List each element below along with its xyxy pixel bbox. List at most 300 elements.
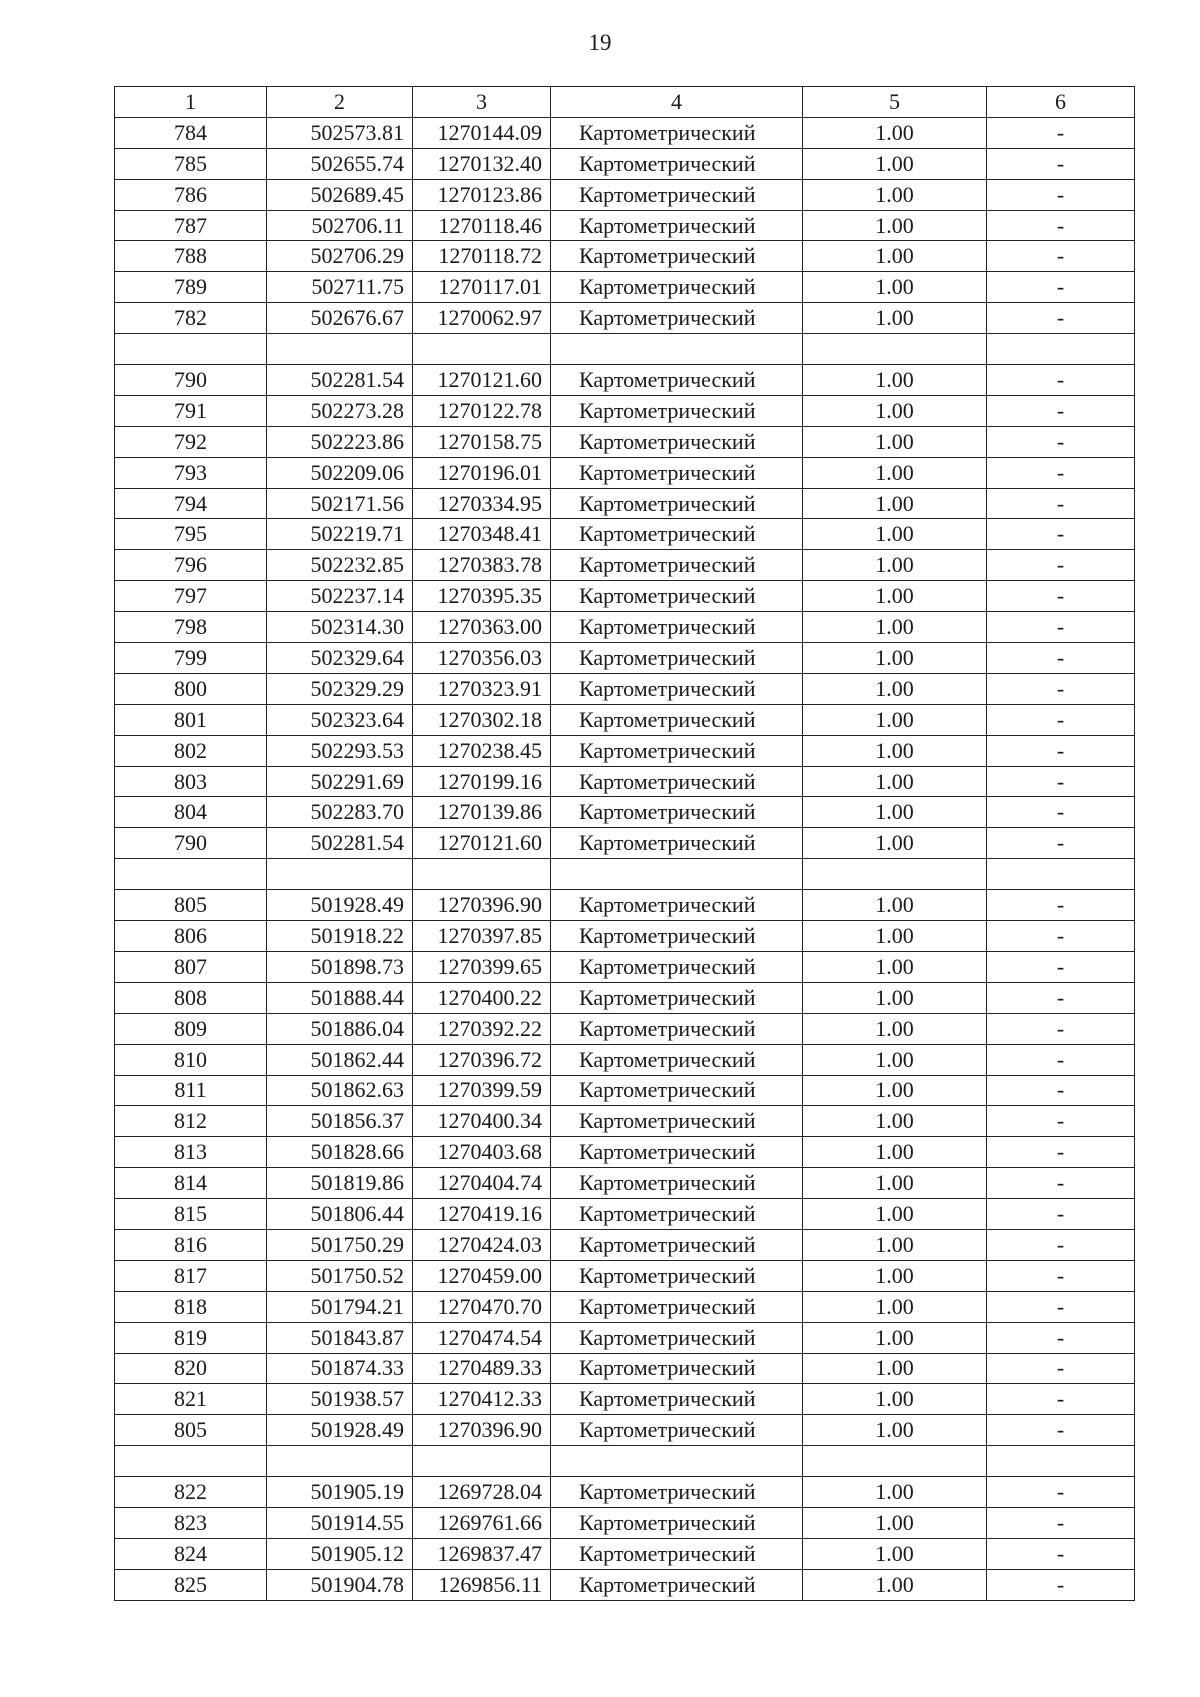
accuracy-cell: 1.00: [803, 1013, 987, 1044]
note-cell: -: [987, 673, 1135, 704]
table-row: [115, 828, 1135, 859]
table-row: [115, 210, 1135, 241]
y-coordinate-cell: 1270158.75: [413, 426, 551, 457]
note-cell: [987, 859, 1135, 890]
table-row: [115, 117, 1135, 148]
table-row: [115, 735, 1135, 766]
point-number-cell: 797: [115, 581, 267, 612]
x-coordinate-cell: 501928.49: [267, 1415, 413, 1446]
method-cell: Картометрический: [551, 890, 803, 921]
method-cell: Картометрический: [551, 1384, 803, 1415]
x-coordinate-cell: [267, 334, 413, 365]
table-row: [115, 1199, 1135, 1230]
table-row: [115, 982, 1135, 1013]
point-number-cell: 816: [115, 1229, 267, 1260]
method-cell: Картометрический: [551, 457, 803, 488]
y-coordinate-cell: 1270117.01: [413, 272, 551, 303]
method-cell: Картометрический: [551, 1229, 803, 1260]
method-cell: Картометрический: [551, 735, 803, 766]
accuracy-cell: [803, 334, 987, 365]
table-row: [115, 766, 1135, 797]
y-coordinate-cell: 1270334.95: [413, 488, 551, 519]
table-row: [115, 1137, 1135, 1168]
y-coordinate-cell: 1270396.90: [413, 1415, 551, 1446]
note-cell: -: [987, 1322, 1135, 1353]
accuracy-cell: 1.00: [803, 581, 987, 612]
method-cell: Картометрический: [551, 1137, 803, 1168]
table-row: [115, 1044, 1135, 1075]
method-cell: Картометрический: [551, 797, 803, 828]
method-cell: Картометрический: [551, 1507, 803, 1538]
note-cell: -: [987, 735, 1135, 766]
accuracy-cell: 1.00: [803, 1538, 987, 1569]
point-number-cell: 822: [115, 1477, 267, 1508]
y-coordinate-cell: 1270323.91: [413, 673, 551, 704]
y-coordinate-cell: 1270392.22: [413, 1013, 551, 1044]
note-cell: -: [987, 766, 1135, 797]
point-number-cell: 791: [115, 395, 267, 426]
y-coordinate-cell: 1270118.72: [413, 241, 551, 272]
point-number-cell: 814: [115, 1168, 267, 1199]
point-number-cell: [115, 1446, 267, 1477]
method-cell: Картометрический: [551, 1075, 803, 1106]
note-cell: -: [987, 488, 1135, 519]
x-coordinate-cell: 502291.69: [267, 766, 413, 797]
accuracy-cell: 1.00: [803, 1291, 987, 1322]
point-number-cell: 782: [115, 303, 267, 334]
y-coordinate-cell: 1270396.72: [413, 1044, 551, 1075]
note-cell: -: [987, 241, 1135, 272]
x-coordinate-cell: 502283.70: [267, 797, 413, 828]
accuracy-cell: [803, 1446, 987, 1477]
note-cell: -: [987, 1013, 1135, 1044]
y-coordinate-cell: 1270139.86: [413, 797, 551, 828]
point-number-cell: 810: [115, 1044, 267, 1075]
y-coordinate-cell: [413, 334, 551, 365]
note-cell: -: [987, 179, 1135, 210]
method-cell: Картометрический: [551, 1291, 803, 1322]
point-number-cell: 786: [115, 179, 267, 210]
y-coordinate-cell: 1270356.03: [413, 643, 551, 674]
y-coordinate-cell: 1270403.68: [413, 1137, 551, 1168]
method-cell: Картометрический: [551, 365, 803, 396]
note-cell: -: [987, 365, 1135, 396]
y-coordinate-cell: 1270424.03: [413, 1229, 551, 1260]
x-coordinate-cell: 501918.22: [267, 921, 413, 952]
table-row: [115, 303, 1135, 334]
note-cell: -: [987, 1044, 1135, 1075]
x-coordinate-cell: 502223.86: [267, 426, 413, 457]
note-cell: -: [987, 210, 1135, 241]
x-coordinate-cell: 501856.37: [267, 1106, 413, 1137]
table-row: [115, 1291, 1135, 1322]
y-coordinate-cell: 1270412.33: [413, 1384, 551, 1415]
y-coordinate-cell: 1270132.40: [413, 148, 551, 179]
method-cell: Картометрический: [551, 1106, 803, 1137]
x-coordinate-cell: 502689.45: [267, 179, 413, 210]
note-cell: -: [987, 951, 1135, 982]
method-cell: Картометрический: [551, 272, 803, 303]
accuracy-cell: 1.00: [803, 1322, 987, 1353]
y-coordinate-cell: 1270302.18: [413, 704, 551, 735]
point-number-cell: 806: [115, 921, 267, 952]
table-row: [115, 1415, 1135, 1446]
x-coordinate-cell: 502281.54: [267, 828, 413, 859]
accuracy-cell: 1.00: [803, 303, 987, 334]
x-coordinate-cell: 501886.04: [267, 1013, 413, 1044]
table-row: [115, 241, 1135, 272]
x-coordinate-cell: 502293.53: [267, 735, 413, 766]
accuracy-cell: 1.00: [803, 241, 987, 272]
accuracy-cell: 1.00: [803, 210, 987, 241]
method-cell: Картометрический: [551, 550, 803, 581]
note-cell: -: [987, 426, 1135, 457]
accuracy-cell: 1.00: [803, 1075, 987, 1106]
y-coordinate-cell: 1270399.65: [413, 951, 551, 982]
x-coordinate-cell: 501904.78: [267, 1569, 413, 1600]
note-cell: -: [987, 303, 1135, 334]
note-cell: [987, 1446, 1135, 1477]
accuracy-cell: [803, 859, 987, 890]
accuracy-cell: 1.00: [803, 1569, 987, 1600]
table-row: [115, 581, 1135, 612]
y-coordinate-cell: 1270397.85: [413, 921, 551, 952]
x-coordinate-cell: 502314.30: [267, 612, 413, 643]
table-row: [115, 179, 1135, 210]
x-coordinate-cell: 501914.55: [267, 1507, 413, 1538]
method-cell: Картометрический: [551, 1044, 803, 1075]
accuracy-cell: 1.00: [803, 890, 987, 921]
point-number-cell: 805: [115, 1415, 267, 1446]
x-coordinate-cell: 501794.21: [267, 1291, 413, 1322]
point-number-cell: 801: [115, 704, 267, 735]
point-number-cell: 820: [115, 1353, 267, 1384]
point-number-cell: 813: [115, 1137, 267, 1168]
x-coordinate-cell: 502209.06: [267, 457, 413, 488]
y-coordinate-cell: 1269728.04: [413, 1477, 551, 1508]
note-cell: -: [987, 1137, 1135, 1168]
note-cell: -: [987, 581, 1135, 612]
method-cell: Картометрический: [551, 704, 803, 735]
table-row: [115, 488, 1135, 519]
y-coordinate-cell: 1270396.90: [413, 890, 551, 921]
method-cell: Картометрический: [551, 1353, 803, 1384]
point-number-cell: [115, 334, 267, 365]
table-row: [115, 365, 1135, 396]
table-row: [115, 673, 1135, 704]
accuracy-cell: 1.00: [803, 1384, 987, 1415]
y-coordinate-cell: 1270395.35: [413, 581, 551, 612]
method-cell: Картометрический: [551, 1415, 803, 1446]
point-number-cell: 787: [115, 210, 267, 241]
x-coordinate-cell: 502232.85: [267, 550, 413, 581]
accuracy-cell: 1.00: [803, 704, 987, 735]
note-cell: -: [987, 921, 1135, 952]
table-row: [115, 951, 1135, 982]
table-row: [115, 550, 1135, 581]
accuracy-cell: 1.00: [803, 395, 987, 426]
note-cell: -: [987, 1569, 1135, 1600]
accuracy-cell: 1.00: [803, 272, 987, 303]
table-row: [115, 1260, 1135, 1291]
x-coordinate-cell: 502219.71: [267, 519, 413, 550]
table-row: [115, 797, 1135, 828]
accuracy-cell: 1.00: [803, 1106, 987, 1137]
x-coordinate-cell: 502273.28: [267, 395, 413, 426]
x-coordinate-cell: [267, 859, 413, 890]
table-row: [115, 426, 1135, 457]
method-cell: Картометрический: [551, 1013, 803, 1044]
x-coordinate-cell: 501888.44: [267, 982, 413, 1013]
table-separator-row: [115, 859, 1135, 890]
y-coordinate-cell: 1270363.00: [413, 612, 551, 643]
table-header-row: [115, 87, 1135, 118]
point-number-cell: 785: [115, 148, 267, 179]
accuracy-cell: 1.00: [803, 1229, 987, 1260]
y-coordinate-cell: 1270199.16: [413, 766, 551, 797]
note-cell: -: [987, 1507, 1135, 1538]
note-cell: -: [987, 1415, 1135, 1446]
note-cell: -: [987, 1229, 1135, 1260]
table-row: [115, 1075, 1135, 1106]
x-coordinate-cell: 502655.74: [267, 148, 413, 179]
point-number-cell: 793: [115, 457, 267, 488]
table-row: [115, 1168, 1135, 1199]
accuracy-cell: 1.00: [803, 426, 987, 457]
note-cell: -: [987, 1291, 1135, 1322]
table-row: [115, 1322, 1135, 1353]
table-row: [115, 704, 1135, 735]
accuracy-cell: 1.00: [803, 797, 987, 828]
x-coordinate-cell: 502323.64: [267, 704, 413, 735]
method-cell: Картометрический: [551, 488, 803, 519]
note-cell: -: [987, 704, 1135, 735]
note-cell: -: [987, 1353, 1135, 1384]
method-cell: Картометрический: [551, 951, 803, 982]
table-row: [115, 272, 1135, 303]
y-coordinate-cell: 1269837.47: [413, 1538, 551, 1569]
method-cell: Картометрический: [551, 1477, 803, 1508]
table-row: [115, 1477, 1135, 1508]
note-cell: -: [987, 890, 1135, 921]
y-coordinate-cell: 1270400.22: [413, 982, 551, 1013]
method-cell: Картометрический: [551, 673, 803, 704]
method-cell: Картометрический: [551, 303, 803, 334]
x-coordinate-cell: 501874.33: [267, 1353, 413, 1384]
accuracy-cell: 1.00: [803, 921, 987, 952]
accuracy-cell: 1.00: [803, 148, 987, 179]
x-coordinate-cell: 501819.86: [267, 1168, 413, 1199]
note-cell: -: [987, 982, 1135, 1013]
accuracy-cell: 1.00: [803, 766, 987, 797]
method-cell: Картометрический: [551, 1168, 803, 1199]
table-row: [115, 643, 1135, 674]
accuracy-cell: 1.00: [803, 1477, 987, 1508]
column-header: 4: [551, 87, 803, 118]
point-number-cell: 815: [115, 1199, 267, 1230]
x-coordinate-cell: 501928.49: [267, 890, 413, 921]
table-row: [115, 612, 1135, 643]
point-number-cell: 802: [115, 735, 267, 766]
point-number-cell: 823: [115, 1507, 267, 1538]
method-cell: Картометрический: [551, 828, 803, 859]
y-coordinate-cell: 1270118.46: [413, 210, 551, 241]
accuracy-cell: 1.00: [803, 179, 987, 210]
accuracy-cell: 1.00: [803, 828, 987, 859]
point-number-cell: 790: [115, 828, 267, 859]
x-coordinate-cell: 501898.73: [267, 951, 413, 982]
point-number-cell: 784: [115, 117, 267, 148]
note-cell: -: [987, 1199, 1135, 1230]
table-separator-row: [115, 1446, 1135, 1477]
coordinates-table: [114, 86, 1135, 1601]
y-coordinate-cell: 1270196.01: [413, 457, 551, 488]
note-cell: -: [987, 1075, 1135, 1106]
point-number-cell: 807: [115, 951, 267, 982]
table-row: [115, 890, 1135, 921]
accuracy-cell: 1.00: [803, 643, 987, 674]
method-cell: Картометрический: [551, 1538, 803, 1569]
point-number-cell: 819: [115, 1322, 267, 1353]
y-coordinate-cell: [413, 859, 551, 890]
note-cell: -: [987, 1477, 1135, 1508]
x-coordinate-cell: 501862.63: [267, 1075, 413, 1106]
y-coordinate-cell: 1269856.11: [413, 1569, 551, 1600]
y-coordinate-cell: 1270470.70: [413, 1291, 551, 1322]
x-coordinate-cell: 502171.56: [267, 488, 413, 519]
note-cell: -: [987, 643, 1135, 674]
x-coordinate-cell: 502706.29: [267, 241, 413, 272]
accuracy-cell: 1.00: [803, 1507, 987, 1538]
y-coordinate-cell: 1270062.97: [413, 303, 551, 334]
point-number-cell: 812: [115, 1106, 267, 1137]
accuracy-cell: 1.00: [803, 365, 987, 396]
y-coordinate-cell: 1270419.16: [413, 1199, 551, 1230]
x-coordinate-cell: 501905.12: [267, 1538, 413, 1569]
accuracy-cell: 1.00: [803, 1137, 987, 1168]
method-cell: Картометрический: [551, 1199, 803, 1230]
table-row: [115, 1013, 1135, 1044]
column-header: 6: [987, 87, 1135, 118]
column-header: 1: [115, 87, 267, 118]
method-cell: Картометрический: [551, 1569, 803, 1600]
x-coordinate-cell: 501843.87: [267, 1322, 413, 1353]
point-number-cell: 803: [115, 766, 267, 797]
point-number-cell: 821: [115, 1384, 267, 1415]
y-coordinate-cell: 1270121.60: [413, 365, 551, 396]
x-coordinate-cell: 501862.44: [267, 1044, 413, 1075]
table-row: [115, 1353, 1135, 1384]
x-coordinate-cell: 502706.11: [267, 210, 413, 241]
note-cell: -: [987, 612, 1135, 643]
note-cell: -: [987, 1538, 1135, 1569]
accuracy-cell: 1.00: [803, 519, 987, 550]
point-number-cell: 795: [115, 519, 267, 550]
accuracy-cell: 1.00: [803, 1353, 987, 1384]
point-number-cell: 799: [115, 643, 267, 674]
x-coordinate-cell: 502573.81: [267, 117, 413, 148]
method-cell: Картометрический: [551, 643, 803, 674]
y-coordinate-cell: 1270489.33: [413, 1353, 551, 1384]
y-coordinate-cell: 1270348.41: [413, 519, 551, 550]
accuracy-cell: 1.00: [803, 1168, 987, 1199]
point-number-cell: 817: [115, 1260, 267, 1291]
note-cell: -: [987, 550, 1135, 581]
note-cell: -: [987, 1106, 1135, 1137]
y-coordinate-cell: 1270122.78: [413, 395, 551, 426]
accuracy-cell: 1.00: [803, 1044, 987, 1075]
note-cell: -: [987, 457, 1135, 488]
accuracy-cell: 1.00: [803, 550, 987, 581]
method-cell: Картометрический: [551, 117, 803, 148]
note-cell: -: [987, 272, 1135, 303]
point-number-cell: 798: [115, 612, 267, 643]
y-coordinate-cell: 1270123.86: [413, 179, 551, 210]
point-number-cell: 824: [115, 1538, 267, 1569]
note-cell: -: [987, 828, 1135, 859]
accuracy-cell: 1.00: [803, 735, 987, 766]
table-row: [115, 1538, 1135, 1569]
note-cell: -: [987, 1260, 1135, 1291]
note-cell: -: [987, 519, 1135, 550]
x-coordinate-cell: 501828.66: [267, 1137, 413, 1168]
method-cell: Картометрический: [551, 581, 803, 612]
y-coordinate-cell: 1270238.45: [413, 735, 551, 766]
table-row: [115, 148, 1135, 179]
y-coordinate-cell: 1270404.74: [413, 1168, 551, 1199]
accuracy-cell: 1.00: [803, 1260, 987, 1291]
y-coordinate-cell: 1270399.59: [413, 1075, 551, 1106]
y-coordinate-cell: [413, 1446, 551, 1477]
accuracy-cell: 1.00: [803, 117, 987, 148]
accuracy-cell: 1.00: [803, 982, 987, 1013]
point-number-cell: [115, 859, 267, 890]
x-coordinate-cell: 502329.64: [267, 643, 413, 674]
x-coordinate-cell: 501806.44: [267, 1199, 413, 1230]
method-cell: Картометрический: [551, 395, 803, 426]
method-cell: Картометрический: [551, 519, 803, 550]
accuracy-cell: 1.00: [803, 488, 987, 519]
accuracy-cell: 1.00: [803, 673, 987, 704]
table-row: [115, 1507, 1135, 1538]
x-coordinate-cell: [267, 1446, 413, 1477]
x-coordinate-cell: 502281.54: [267, 365, 413, 396]
method-cell: Картометрический: [551, 148, 803, 179]
point-number-cell: 789: [115, 272, 267, 303]
point-number-cell: 804: [115, 797, 267, 828]
column-header: 2: [267, 87, 413, 118]
note-cell: -: [987, 797, 1135, 828]
y-coordinate-cell: 1270400.34: [413, 1106, 551, 1137]
table-row: [115, 519, 1135, 550]
method-cell: Картометрический: [551, 1260, 803, 1291]
method-cell: Картометрический: [551, 1322, 803, 1353]
method-cell: Картометрический: [551, 982, 803, 1013]
point-number-cell: 796: [115, 550, 267, 581]
method-cell: Картометрический: [551, 612, 803, 643]
column-header: 3: [413, 87, 551, 118]
point-number-cell: 809: [115, 1013, 267, 1044]
table-row: [115, 395, 1135, 426]
method-cell: [551, 334, 803, 365]
method-cell: [551, 1446, 803, 1477]
accuracy-cell: 1.00: [803, 457, 987, 488]
table-row: [115, 1384, 1135, 1415]
page-number: 19: [588, 30, 612, 55]
y-coordinate-cell: 1270383.78: [413, 550, 551, 581]
y-coordinate-cell: 1270144.09: [413, 117, 551, 148]
point-number-cell: 818: [115, 1291, 267, 1322]
